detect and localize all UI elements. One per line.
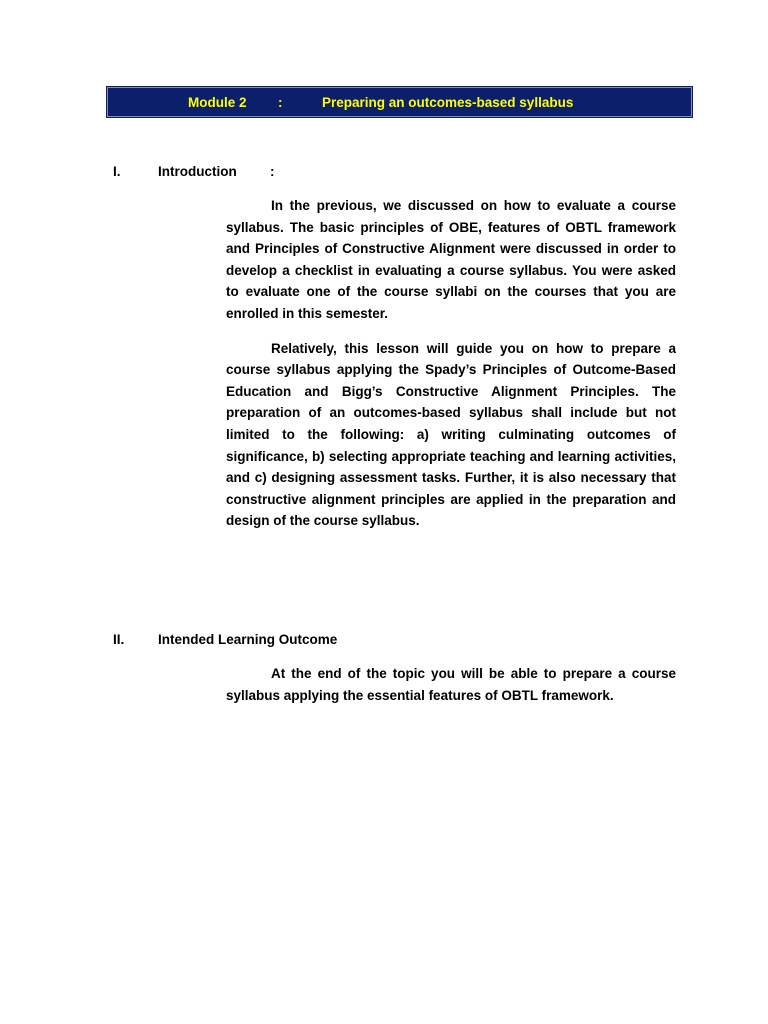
- section-2-numeral: II.: [113, 632, 125, 647]
- module-colon: :: [278, 95, 283, 110]
- section-1-title: Introduction: [158, 164, 237, 179]
- learning-outcome-body: [226, 663, 676, 706]
- section-1-numeral: I.: [113, 164, 121, 179]
- module-number: Module 2: [188, 95, 247, 110]
- introduction-body: [226, 195, 676, 532]
- section-2-title: Intended Learning Outcome: [158, 632, 338, 647]
- introduction-paragraph-1: In the previous, we discussed on how to evaluate a course syllabus. The basic principles of OBE, features of OBTL framework and Principles of Constructive Alignment were discussed in order to develop a checklist in evaluating a course syllabus. You were asked to evaluate one of the course syllabi on the courses that you are enrolled in this semester.: [226, 198, 676, 321]
- module-title: Preparing an outcomes-based syllabus: [322, 95, 574, 110]
- module-title-banner: [107, 87, 692, 117]
- introduction-paragraph-2: Relatively, this lesson will guide you on how to prepare a course syllabus applying the Spady’s Principles of Outcome-Based Education and Bigg’s Constructive Alignment Principles. The preparation of an outcomes-based syllabus shall include but not limited to the following: a) writing culminating outcomes of significance, b) selecting appropriate teaching and learning activities, and c) designing assessment tasks. Further, it is also necessary that constructive alignment principles are applied in the preparation and design of the course syllabus.: [226, 340, 676, 529]
- section-1-colon: :: [270, 164, 275, 179]
- learning-outcome-paragraph: At the end of the topic you will be able to prepare a course syllabus applying the essential features of OBTL framework.: [226, 666, 676, 703]
